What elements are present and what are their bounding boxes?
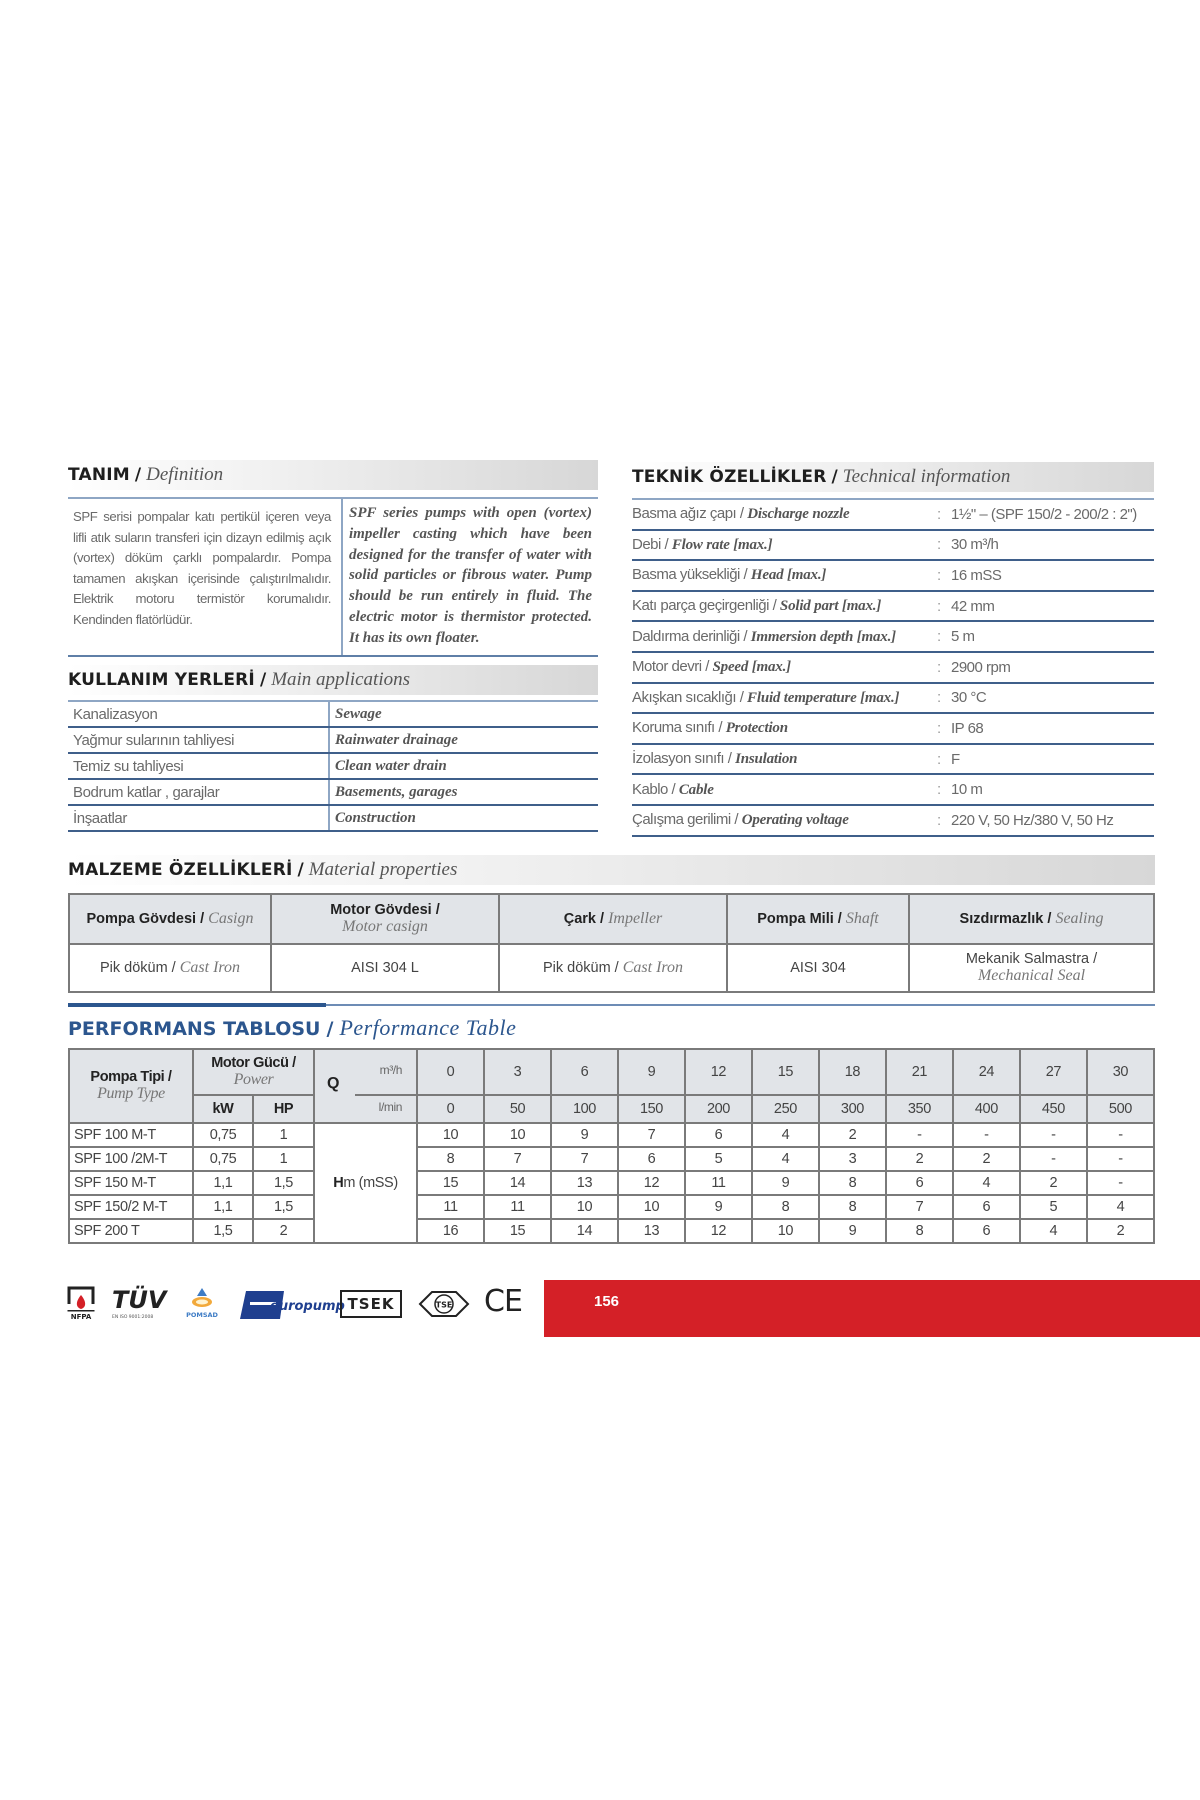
technical-label xyxy=(632,566,937,584)
head-value-cell: 2 xyxy=(886,1147,953,1171)
technical-label xyxy=(632,750,937,768)
flow-m3h-cell: 18 xyxy=(819,1049,886,1095)
technical-label xyxy=(632,536,937,554)
pomsad-text: POMSAD xyxy=(186,1311,218,1319)
head-value-cell: - xyxy=(1020,1123,1087,1147)
head-value-cell: 9 xyxy=(752,1171,819,1195)
colon: : xyxy=(937,505,942,523)
pomsad-logo-icon xyxy=(184,1286,220,1322)
nfpa-logo-icon xyxy=(66,1286,96,1322)
technical-label-tr: Basma yüksekliği / xyxy=(632,566,751,584)
flow-m3h-cell: 15 xyxy=(752,1049,819,1095)
flow-m3h-cell: 6 xyxy=(551,1049,618,1095)
material-header-cell xyxy=(69,894,271,944)
application-en: Sewage xyxy=(329,701,598,727)
tsek-text: TSEK xyxy=(347,1295,395,1313)
technical-row xyxy=(632,653,1154,684)
technical-value: 220 V, 50 Hz/380 V, 50 Hz xyxy=(951,811,1114,829)
flow-m3h-cell: 9 xyxy=(618,1049,685,1095)
technical-value: 16 mSS xyxy=(951,566,1002,584)
head-value-cell: 8 xyxy=(752,1195,819,1219)
head-value-cell: 6 xyxy=(953,1195,1020,1219)
application-row xyxy=(68,701,598,727)
pump-type-cell: SPF 150 M-T xyxy=(69,1171,193,1195)
head-value-cell: 10 xyxy=(752,1219,819,1243)
pump-type-label-en: Pump Type xyxy=(97,1085,165,1102)
flow-lmin-cell: 0 xyxy=(417,1095,484,1123)
technical-value: 30 °C xyxy=(951,689,987,707)
technical-header xyxy=(632,462,1154,492)
separator: / xyxy=(259,670,267,690)
technical-label-en: Speed [max.] xyxy=(712,659,791,676)
technical-row xyxy=(632,498,1154,531)
pump-type-label-tr: Pompa Tipi / xyxy=(90,1069,172,1085)
applications-header xyxy=(68,665,598,695)
technical-value: 1½" – (SPF 150/2 - 200/2 : 2") xyxy=(951,505,1137,523)
head-value-cell: - xyxy=(886,1123,953,1147)
technical-label-en: Fluid temperature [max.] xyxy=(747,689,900,706)
head-value-cell: 2 xyxy=(1087,1219,1154,1243)
material-header-en: Shaft xyxy=(845,910,879,927)
application-en: Construction xyxy=(329,805,598,831)
head-value-cell: - xyxy=(953,1123,1020,1147)
definition-box xyxy=(68,497,598,657)
head-value-cell: 4 xyxy=(1020,1219,1087,1243)
technical-label-tr: Koruma sınıfı / xyxy=(632,719,726,737)
material-value-tr: Mekanik Salmastra / xyxy=(965,951,1098,967)
application-tr: Kanalizasyon xyxy=(68,701,329,727)
flow-lmin-cell: 100 xyxy=(551,1095,618,1123)
flow-lmin-cell: 200 xyxy=(685,1095,752,1123)
head-value-cell: 2 xyxy=(953,1147,1020,1171)
technical-label-tr: Basma ağız çapı / xyxy=(632,505,748,523)
technical-label-en: Operating voltage xyxy=(741,812,849,829)
head-value-cell: 6 xyxy=(618,1147,685,1171)
pump-type-cell: SPF 100 /2M-T xyxy=(69,1147,193,1171)
performance-divider xyxy=(68,1003,1155,1007)
definition-title-en: Definition xyxy=(146,464,224,485)
colon: : xyxy=(937,719,942,737)
performance-row xyxy=(69,1171,1154,1195)
head-value-cell: 6 xyxy=(953,1219,1020,1243)
head-value-cell: - xyxy=(1087,1123,1154,1147)
head-value-cell: 7 xyxy=(618,1123,685,1147)
technical-row xyxy=(632,531,1154,562)
head-value-cell: - xyxy=(1087,1171,1154,1195)
technical-value: 10 m xyxy=(951,781,983,799)
technical-label-tr: Motor devri / xyxy=(632,658,713,676)
head-value-cell: 12 xyxy=(685,1219,752,1243)
technical-label-tr: İzolasyon sınıfı / xyxy=(632,750,736,768)
tuv-logo-icon xyxy=(110,1286,168,1322)
application-tr: Yağmur sularının tahliyesi xyxy=(68,727,329,753)
flow-lmin-cell: 500 xyxy=(1087,1095,1154,1123)
technical-label-en: Cable xyxy=(678,781,714,798)
technical-label-tr: Çalışma gerilimi / xyxy=(632,811,742,829)
material-title-en: Material properties xyxy=(308,859,458,880)
technical-value: F xyxy=(951,750,960,768)
pump-type-cell: SPF 100 M-T xyxy=(69,1123,193,1147)
technical-value: 5 m xyxy=(951,628,975,646)
technical-label xyxy=(632,719,937,737)
material-value-tr: Pik döküm / xyxy=(542,960,623,976)
head-value-cell: 16 xyxy=(417,1219,484,1243)
head-value-cell: 11 xyxy=(417,1195,484,1219)
head-value-cell: 10 xyxy=(417,1123,484,1147)
head-value-cell: 15 xyxy=(417,1171,484,1195)
material-title-tr: MALZEME ÖZELLİKLERİ xyxy=(68,860,293,880)
technical-label-en: Immersion depth [max.] xyxy=(750,628,896,645)
technical-label-tr: Kablo / xyxy=(632,780,679,798)
technical-row xyxy=(632,561,1154,592)
flow-m3h-cell: 0 xyxy=(417,1049,484,1095)
application-en: Rainwater drainage xyxy=(329,727,598,753)
europump-logo-icon xyxy=(240,1289,345,1321)
power-label-tr: Motor Gücü / xyxy=(211,1055,296,1071)
tse-logo-icon xyxy=(418,1288,470,1320)
pump-type-cell: SPF 150/2 M-T xyxy=(69,1195,193,1219)
power-header xyxy=(193,1049,314,1095)
colon: : xyxy=(937,781,942,799)
material-header-cell xyxy=(909,894,1154,944)
performance-row xyxy=(69,1219,1154,1243)
material-header-cell xyxy=(499,894,727,944)
application-tr: Bodrum katlar , garajlar xyxy=(68,779,329,805)
flow-m3h-cell: 30 xyxy=(1087,1049,1154,1095)
nfpa-text: NFPA xyxy=(70,1313,92,1321)
technical-value: IP 68 xyxy=(951,719,984,737)
technical-label xyxy=(632,689,937,707)
application-row xyxy=(68,805,598,831)
material-header-tr: Sızdırmazlık / xyxy=(959,911,1056,927)
material-header-tr: Motor Gövdesi / xyxy=(330,902,440,918)
head-value-cell: 14 xyxy=(484,1171,551,1195)
head-value-cell: 4 xyxy=(752,1147,819,1171)
head-value-cell: 15 xyxy=(484,1219,551,1243)
tuv-subtext: EN ISO 9001:2008 xyxy=(112,1315,154,1320)
performance-row xyxy=(69,1195,1154,1219)
separator: / xyxy=(297,860,304,880)
technical-title-en: Technical information xyxy=(842,466,1011,487)
technical-label-en: Head [max.] xyxy=(750,567,827,584)
head-value-cell: - xyxy=(1087,1147,1154,1171)
technical-list xyxy=(632,498,1154,837)
performance-title-tr: PERFORMANS TABLOSU xyxy=(68,1018,321,1040)
technical-row xyxy=(632,714,1154,745)
material-header-en: Casign xyxy=(208,910,254,927)
material-header-cell xyxy=(727,894,909,944)
tsek-logo-icon xyxy=(340,1290,402,1318)
head-value-cell: 13 xyxy=(551,1171,618,1195)
definition-title-tr: TANIM xyxy=(68,465,130,485)
kw-cell: 0,75 xyxy=(193,1123,253,1147)
head-value-cell: 14 xyxy=(551,1219,618,1243)
definition-text-en: SPF series pumps with open (vortex) impeller casting which have been designed for the transfer of water with solid particles or fibrous water. Pump should be run entirely in fluid. The electric motor is thermistor protected. It has its own floater. xyxy=(341,499,598,655)
flow-m3h-cell: 21 xyxy=(886,1049,953,1095)
applications-title-en: Main applications xyxy=(271,669,410,690)
head-value-cell: 2 xyxy=(1020,1171,1087,1195)
europump-text: europump xyxy=(270,1299,345,1314)
page-footer-bar xyxy=(544,1280,1200,1337)
technical-row xyxy=(632,622,1154,653)
kw-header: kW xyxy=(193,1095,253,1123)
head-value-cell: 5 xyxy=(685,1147,752,1171)
head-value-cell: 11 xyxy=(484,1195,551,1219)
separator: / xyxy=(831,467,838,487)
separator: / xyxy=(134,465,142,485)
hp-cell: 1,5 xyxy=(253,1195,314,1219)
hp-cell: 1 xyxy=(253,1123,314,1147)
technical-value: 2900 rpm xyxy=(951,658,1011,676)
application-row xyxy=(68,779,598,805)
flow-lmin-cell: 450 xyxy=(1020,1095,1087,1123)
flow-lmin-cell: 400 xyxy=(953,1095,1020,1123)
head-value-cell: 5 xyxy=(1020,1195,1087,1219)
colon: : xyxy=(937,597,942,615)
performance-row xyxy=(69,1123,1154,1147)
material-header-en: Sealing xyxy=(1055,910,1104,927)
technical-label xyxy=(632,505,937,523)
application-tr: Temiz su tahliyesi xyxy=(68,753,329,779)
tuv-text: TÜV xyxy=(112,1286,167,1314)
flow-m3h-cell: 24 xyxy=(953,1049,1020,1095)
material-header-cell xyxy=(271,894,499,944)
hp-cell: 2 xyxy=(253,1219,314,1243)
head-label-rest: m (mSS) xyxy=(343,1175,398,1191)
material-value-cell xyxy=(271,944,499,992)
performance-row xyxy=(69,1147,1154,1171)
technical-label-tr: Debi / xyxy=(632,535,672,553)
technical-row xyxy=(632,745,1154,776)
material-value-en: Cast Iron xyxy=(622,959,684,976)
power-label-en: Power xyxy=(233,1071,274,1088)
head-value-cell: 13 xyxy=(618,1219,685,1243)
head-value-cell: 10 xyxy=(484,1123,551,1147)
flow-lmin-cell: 250 xyxy=(752,1095,819,1123)
head-value-cell: 8 xyxy=(819,1195,886,1219)
head-value-cell: 6 xyxy=(685,1123,752,1147)
material-value-tr: AISI 304 L xyxy=(351,960,419,976)
technical-label xyxy=(632,811,937,829)
technical-label-en: Discharge nozzle xyxy=(747,506,850,523)
material-header-en: Motor casign xyxy=(342,918,428,935)
head-label-cell xyxy=(314,1123,417,1243)
technical-label xyxy=(632,597,937,615)
head-value-cell: 10 xyxy=(618,1195,685,1219)
ce-text: CE xyxy=(484,1284,522,1319)
unit-lmin: l/min xyxy=(378,1100,403,1114)
colon: : xyxy=(937,750,942,768)
flow-lmin-cell: 300 xyxy=(819,1095,886,1123)
hp-cell: 1,5 xyxy=(253,1171,314,1195)
technical-label-tr: Katı parça geçirgenliği / xyxy=(632,597,780,615)
ce-mark-icon xyxy=(484,1284,522,1319)
application-en: Clean water drain xyxy=(329,753,598,779)
definition-header xyxy=(68,460,598,490)
colon: : xyxy=(937,628,942,646)
technical-label-en: Flow rate [max.] xyxy=(671,536,773,553)
head-value-cell: 8 xyxy=(417,1147,484,1171)
technical-label-tr: Daldırma derinliği / xyxy=(632,627,751,645)
colon: : xyxy=(937,566,942,584)
material-value-tr: AISI 304 xyxy=(790,960,846,976)
performance-header xyxy=(68,1015,516,1041)
material-header-tr: Pompa Gövdesi / xyxy=(86,911,209,927)
kw-cell: 0,75 xyxy=(193,1147,253,1171)
head-value-cell: 4 xyxy=(953,1171,1020,1195)
definition-text-tr: SPF serisi pompalar katı pertikül içeren veya lifli atık suların transferi için dizayn edilmiş açık (vortex) döküm çarklı pompalardır. Pompa tamamen akışkan içerisinde çalıştırılmalıdır. Elektrik motoru termistör korumalıdır. Kendinden flatörlüdür. xyxy=(73,509,331,627)
material-value-cell xyxy=(727,944,909,992)
head-value-cell: 4 xyxy=(1087,1195,1154,1219)
pump-type-cell: SPF 200 T xyxy=(69,1219,193,1243)
head-value-cell: 8 xyxy=(819,1171,886,1195)
technical-row xyxy=(632,806,1154,837)
head-value-cell: 12 xyxy=(618,1171,685,1195)
performance-table xyxy=(68,1048,1155,1244)
pump-type-header xyxy=(69,1049,193,1123)
kw-cell: 1,1 xyxy=(193,1171,253,1195)
kw-cell: 1,5 xyxy=(193,1219,253,1243)
hp-cell: 1 xyxy=(253,1147,314,1171)
applications-title-tr: KULLANIM YERLERİ xyxy=(68,670,255,690)
material-value-cell xyxy=(909,944,1154,992)
hp-header: HP xyxy=(253,1095,314,1123)
material-table xyxy=(68,893,1155,993)
technical-label xyxy=(632,781,937,799)
material-value-en: Cast Iron xyxy=(179,959,241,976)
technical-label xyxy=(632,658,937,676)
colon: : xyxy=(937,658,942,676)
technical-label-en: Insulation xyxy=(735,751,798,768)
separator: / xyxy=(326,1018,334,1040)
colon: : xyxy=(937,689,942,707)
technical-label-en: Solid part [max.] xyxy=(779,598,882,615)
tse-text: TSE xyxy=(435,1300,453,1310)
flow-m3h-cell: 12 xyxy=(685,1049,752,1095)
material-value-cell xyxy=(69,944,271,992)
material-header xyxy=(68,855,1155,885)
flow-unit-header xyxy=(314,1049,417,1123)
head-value-cell: 11 xyxy=(685,1171,752,1195)
technical-label xyxy=(632,628,937,646)
material-value-en: Mechanical Seal xyxy=(977,967,1086,984)
technical-row xyxy=(632,684,1154,715)
technical-label-en: Protection xyxy=(725,720,788,737)
head-value-cell: 7 xyxy=(551,1147,618,1171)
head-value-cell: 7 xyxy=(484,1147,551,1171)
colon: : xyxy=(937,536,942,554)
flow-lmin-cell: 150 xyxy=(618,1095,685,1123)
kw-cell: 1,1 xyxy=(193,1195,253,1219)
technical-value: 42 mm xyxy=(951,597,995,615)
head-value-cell: 10 xyxy=(551,1195,618,1219)
flow-m3h-cell: 27 xyxy=(1020,1049,1087,1095)
head-value-cell: 6 xyxy=(886,1171,953,1195)
technical-row xyxy=(632,775,1154,806)
flow-m3h-cell: 3 xyxy=(484,1049,551,1095)
application-en: Basements, garages xyxy=(329,779,598,805)
head-value-cell: 9 xyxy=(819,1219,886,1243)
material-header-tr: Çark / xyxy=(563,911,609,927)
colon: : xyxy=(937,811,942,829)
technical-title-tr: TEKNİK ÖZELLİKLER xyxy=(632,467,827,487)
head-value-cell: 9 xyxy=(551,1123,618,1147)
q-label: Q xyxy=(327,1075,340,1092)
head-value-cell: 8 xyxy=(886,1219,953,1243)
flow-lmin-cell: 350 xyxy=(886,1095,953,1123)
head-value-cell: 2 xyxy=(819,1123,886,1147)
technical-row xyxy=(632,592,1154,623)
application-tr: İnşaatlar xyxy=(68,805,329,831)
head-label-bold: H xyxy=(333,1175,344,1191)
head-value-cell: - xyxy=(1020,1147,1087,1171)
technical-label-tr: Akışkan sıcaklığı / xyxy=(632,688,748,706)
applications-table xyxy=(68,700,598,832)
head-value-cell: 3 xyxy=(819,1147,886,1171)
head-value-cell: 9 xyxy=(685,1195,752,1219)
material-value-tr: Pik döküm / xyxy=(99,960,180,976)
page-number: 156 xyxy=(594,1293,620,1310)
head-value-cell: 4 xyxy=(752,1123,819,1147)
application-row xyxy=(68,727,598,753)
technical-value: 30 m³/h xyxy=(951,536,999,554)
application-row xyxy=(68,753,598,779)
material-header-en: Impeller xyxy=(608,910,663,927)
head-value-cell: 7 xyxy=(886,1195,953,1219)
flow-lmin-cell: 50 xyxy=(484,1095,551,1123)
material-header-tr: Pompa Mili / xyxy=(757,911,846,927)
performance-title-en: Performance Table xyxy=(339,1015,517,1040)
material-value-cell xyxy=(499,944,727,992)
unit-m3h: m³/h xyxy=(379,1063,403,1077)
